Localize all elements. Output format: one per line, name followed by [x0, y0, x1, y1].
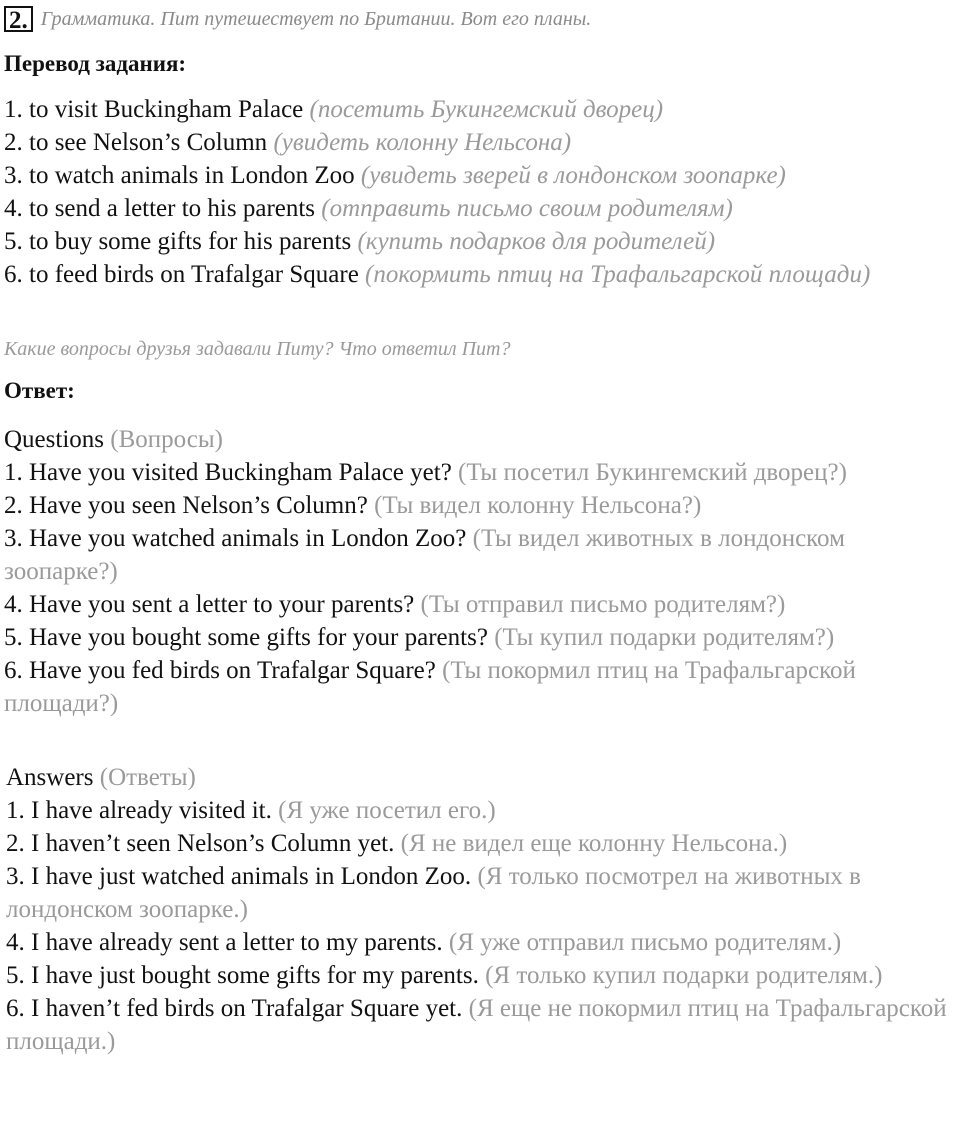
- answer-text: 5. I have just bought some gifts for my parents.: [6, 962, 479, 989]
- questions-section: [4, 423, 960, 720]
- answer-text: 4. I have already sent a letter to my parents.: [6, 929, 443, 956]
- questions-label-row: [4, 423, 960, 456]
- question-text: 2. Have you seen Nelson’s Column?: [4, 492, 368, 519]
- answer-translation: (Я только купил подарки родителям.): [485, 962, 883, 989]
- task-header: [4, 4, 591, 34]
- list-item: [6, 827, 956, 860]
- plan-text: 1. to visit Buckingham Palace: [4, 96, 304, 123]
- answers-label-translation: (Ответы): [99, 764, 196, 791]
- answer-translation: (Я уже посетил его.): [278, 797, 496, 824]
- answers-label-row: [6, 761, 956, 794]
- task-number-box: 2.: [4, 6, 33, 32]
- question-text: 6. Have you fed birds on Trafalgar Square?: [4, 657, 436, 684]
- list-item: [6, 794, 956, 827]
- list-item: [4, 225, 960, 258]
- question-translation: (Ты посетил Букингемский дворец?): [458, 459, 847, 486]
- questions-label: Questions: [4, 426, 104, 453]
- list-item: [6, 992, 956, 1058]
- list-item: [6, 926, 956, 959]
- plan-translation: (покормить птиц на Трафальгарской площади): [365, 261, 871, 288]
- question-text: 4. Have you sent a letter to your parents?: [4, 591, 415, 618]
- answer-text: 3. I have just watched animals in London Zoo.: [6, 863, 472, 890]
- plan-text: 6. to feed birds on Trafalgar Square: [4, 261, 359, 288]
- list-item: [4, 159, 960, 192]
- answer-heading: Ответ:: [4, 378, 75, 403]
- question-hint: Какие вопросы друзья задавали Питу? Что ответил Пит?: [4, 338, 511, 360]
- list-item: [4, 192, 960, 225]
- list-item: [4, 456, 960, 489]
- question-translation: (Ты видел животных в лондонском зоопарке?): [4, 525, 845, 585]
- translation-heading: Перевод задания:: [4, 51, 187, 76]
- question-text: 5. Have you bought some gifts for your parents?: [4, 624, 488, 651]
- list-item: [4, 93, 960, 126]
- answers-label: Answers: [6, 764, 94, 791]
- list-item: [4, 489, 960, 522]
- plan-text: 5. to buy some gifts for his parents: [4, 228, 352, 255]
- answer-translation: (Я не видел еще колонну Нельсона.): [400, 830, 788, 857]
- list-item: [6, 860, 956, 926]
- question-translation: (Ты отправил письмо родителям?): [420, 591, 786, 618]
- question-translation: (Ты видел колонну Нельсона?): [374, 492, 702, 519]
- question-translation: (Ты покормил птиц на Трафальгарской площади?): [4, 657, 856, 717]
- list-item: [4, 654, 960, 720]
- plan-translation: (увидеть зверей в лондонском зоопарке): [360, 162, 786, 189]
- plan-translation: (купить подарков для родителей): [357, 228, 716, 255]
- plan-text: 2. to see Nelson’s Column: [4, 129, 268, 156]
- answer-translation: (Я еще не покормил птиц на Трафальгарской площади.): [6, 995, 947, 1055]
- plans-list: [4, 93, 960, 291]
- plan-translation: (посетить Букингемский дворец): [309, 96, 664, 123]
- list-item: [4, 588, 960, 621]
- list-item: [4, 522, 960, 588]
- plan-text: 3. to watch animals in London Zoo: [4, 162, 355, 189]
- answer-text: 6. I haven’t fed birds on Trafalgar Square yet.: [6, 995, 463, 1022]
- question-translation: (Ты купил подарки родителям?): [494, 624, 835, 651]
- answer-text: 2. I haven’t seen Nelson’s Column yet.: [6, 830, 395, 857]
- answer-text: 1. I have already visited it.: [6, 797, 272, 824]
- question-text: 1. Have you visited Buckingham Palace yet?: [4, 459, 452, 486]
- answer-translation: (Я только посмотрел на животных в лондонском зоопарке.): [6, 863, 861, 923]
- list-item: [4, 126, 960, 159]
- question-text: 3. Have you watched animals in London Zoo?: [4, 525, 467, 552]
- questions-label-translation: (Вопросы): [110, 426, 223, 453]
- list-item: [4, 258, 960, 291]
- answers-section: [6, 761, 956, 1058]
- plan-translation: (увидеть колонну Нельсона): [273, 129, 572, 156]
- list-item: [4, 621, 960, 654]
- plan-text: 4. to send a letter to his parents: [4, 195, 316, 222]
- plan-translation: (отправить письмо своим родителям): [321, 195, 733, 222]
- list-item: [6, 959, 956, 992]
- task-instruction: Грамматика. Пит путешествует по Британии. Вот его планы.: [40, 7, 592, 30]
- answer-translation: (Я уже отправил письмо родителям.): [448, 929, 842, 956]
